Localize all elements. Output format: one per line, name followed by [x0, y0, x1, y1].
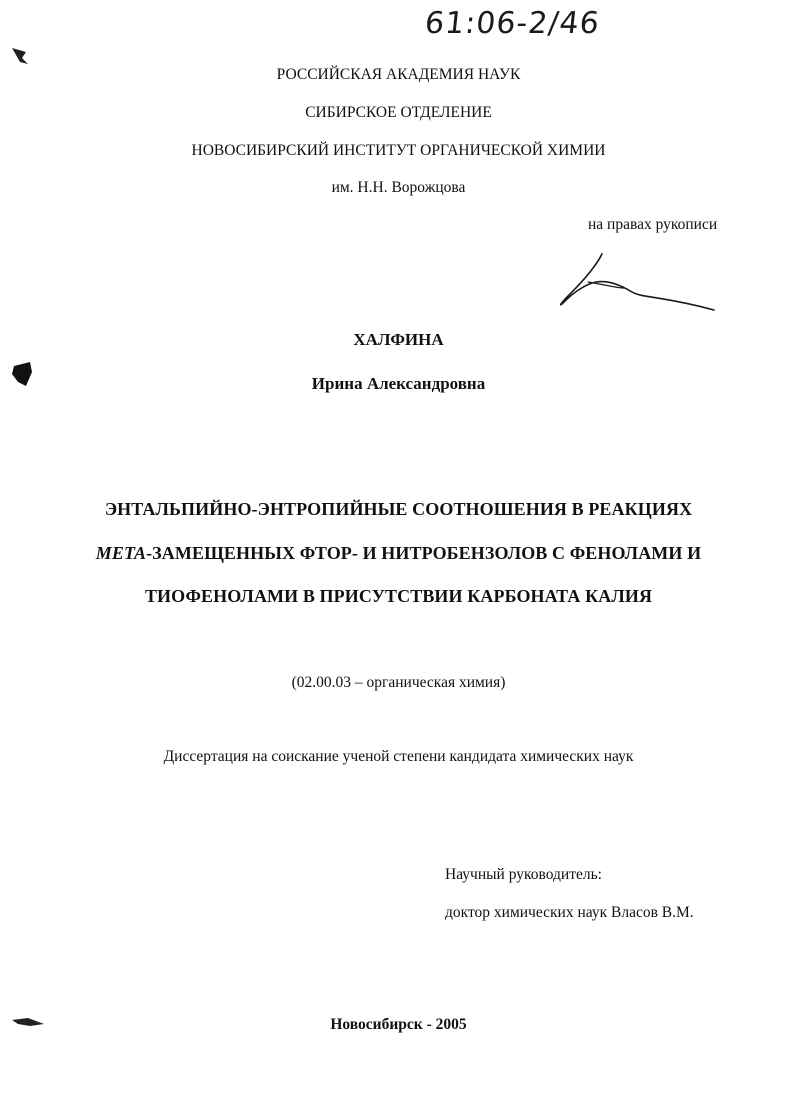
institution-name: НОВОСИБИРСКИЙ ИНСТИТУТ ОРГАНИЧЕСКОЙ ХИМИИ	[191, 142, 606, 159]
institution-academy: РОССИЙСКАЯ АКАДЕМИЯ НАУК	[276, 66, 521, 83]
supervisor-label: Научный руководитель:	[445, 866, 602, 883]
supervisor-name: доктор химических наук Власов В.М.	[445, 904, 694, 921]
title-line-2	[0, 543, 797, 564]
author-given-names: Ирина Александровна	[311, 374, 486, 393]
title-italic-prefix: МЕТА	[95, 543, 147, 563]
city-year: Новосибирск - 2005	[330, 1016, 467, 1033]
title-line-3: ТИОФЕНОЛАМИ В ПРИСУТСТВИИ КАРБОНАТА КАЛИЯ	[144, 586, 653, 606]
specialty-code: (02.00.03 – органическая химия)	[291, 674, 506, 691]
signature-image	[552, 248, 732, 318]
title-line-2-rest: -ЗАМЕЩЕННЫХ ФТОР- И НИТРОБЕНЗОЛОВ С ФЕНОЛАМИ И	[146, 543, 702, 563]
author-surname: ХАЛФИНА	[353, 330, 444, 349]
institution-namesake: им. Н.Н. Ворожцова	[331, 179, 466, 196]
institution-branch: СИБИРСКОЕ ОТДЕЛЕНИЕ	[305, 104, 492, 121]
archive-code: 61:06-2/46	[423, 6, 602, 41]
rights-note: на правах рукописи	[588, 216, 718, 233]
degree-statement: Диссертация на соискание ученой степени кандидата химических наук	[163, 748, 634, 765]
title-line-1: ЭНТАЛЬПИЙНО-ЭНТРОПИЙНЫЕ СООТНОШЕНИЯ В РЕАКЦИЯХ	[104, 499, 693, 519]
